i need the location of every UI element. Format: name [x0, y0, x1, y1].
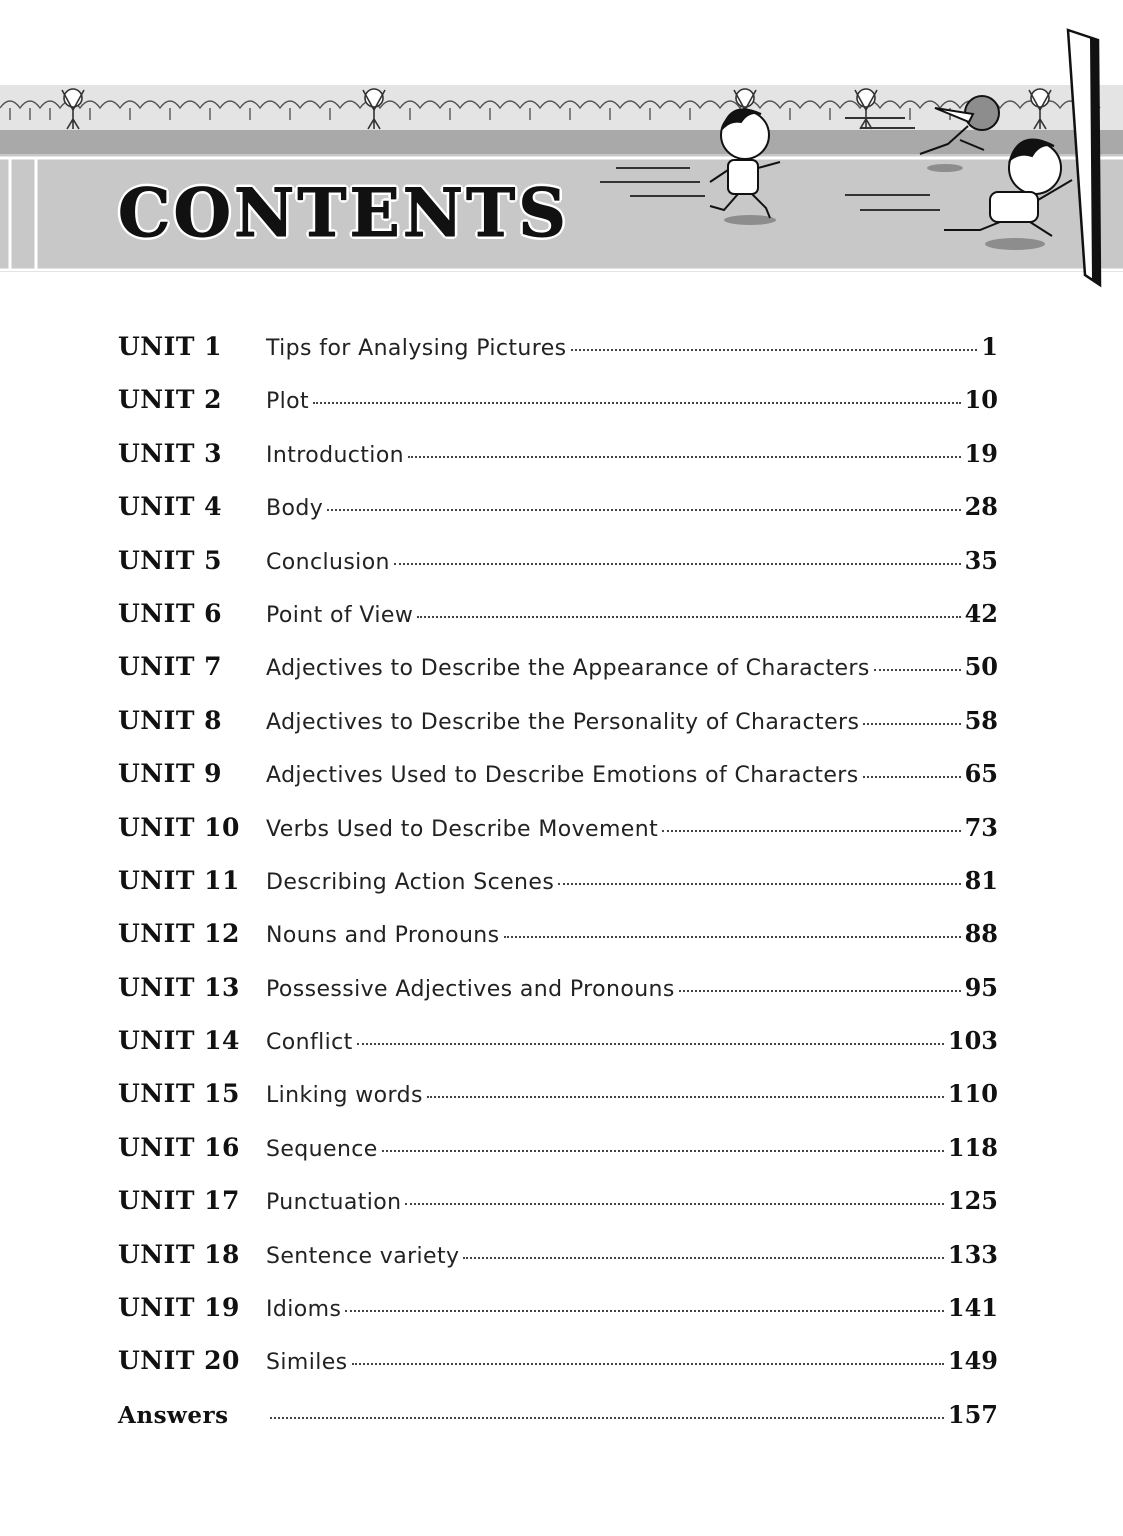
toc-topic: Verbs Used to Describe Movement [266, 816, 659, 842]
toc-topic: Plot [266, 389, 310, 415]
toc-entry [118, 587, 998, 640]
toc-page-number: 1 [981, 332, 998, 361]
toc-entry [118, 694, 998, 747]
track-edge [0, 130, 1123, 154]
toc-topic: Conflict [266, 1030, 353, 1056]
toc-page-number: 58 [964, 705, 998, 735]
toc-page-number: 157 [947, 1399, 998, 1429]
toc-topic: Point of View [266, 602, 414, 628]
toc-page-number: 88 [964, 919, 998, 949]
dot-leader [863, 776, 961, 778]
toc-entry [118, 480, 998, 533]
toc-page-number: 81 [964, 865, 998, 895]
toc-topic: Conclusion [266, 549, 390, 575]
toc-unit-label: UNIT 8 [118, 705, 223, 735]
toc-unit-label: UNIT 10 [118, 812, 240, 842]
dot-leader [382, 1150, 944, 1152]
toc-topic: Possessive Adjectives and Pronouns [266, 976, 675, 1002]
toc-unit-label: UNIT 11 [118, 865, 240, 895]
toc-entry [118, 373, 998, 426]
toc-entry [118, 534, 998, 587]
page-title: CONTENTS [118, 174, 569, 252]
toc-topic: Adjectives to Describe the Personality of Characters [266, 709, 860, 735]
toc-topic: Sentence variety [266, 1243, 460, 1269]
toc-page-number: 141 [947, 1293, 998, 1323]
toc-unit-label: UNIT 6 [118, 598, 223, 628]
toc-page-number: 110 [947, 1079, 998, 1109]
toc-topic: Adjectives Used to Describe Emotions of Characters [266, 763, 859, 789]
toc-page-number: 95 [964, 972, 998, 1002]
dot-leader [463, 1257, 943, 1259]
toc-entry [118, 801, 998, 854]
toc-unit-label: UNIT 17 [118, 1186, 240, 1216]
toc-unit-label: UNIT 13 [118, 972, 240, 1002]
toc-page-number: 103 [947, 1026, 998, 1056]
dot-leader [504, 936, 961, 938]
toc-entry [118, 1281, 998, 1334]
toc-unit-label: UNIT 20 [118, 1346, 240, 1376]
toc-page-number: 50 [964, 652, 998, 682]
toc-topic: Linking words [266, 1083, 423, 1109]
toc-page-number: 10 [964, 385, 998, 415]
toc-entry [118, 1388, 998, 1441]
toc-unit-label: UNIT 14 [118, 1026, 240, 1056]
dot-leader [558, 883, 960, 885]
toc-topic: Introduction [266, 442, 405, 468]
toc-unit-label: UNIT 19 [118, 1293, 240, 1323]
dot-leader [405, 1203, 943, 1205]
toc-entry [118, 1014, 998, 1067]
toc-page-number: 28 [964, 492, 998, 522]
toc-topic: Body [266, 496, 324, 522]
toc-entry [118, 640, 998, 693]
toc-page-number: 35 [964, 545, 998, 575]
dot-leader [394, 563, 961, 565]
toc-entry [118, 320, 998, 373]
toc-unit-label: UNIT 5 [118, 545, 223, 575]
dot-leader [270, 1417, 944, 1419]
toc-unit-label: UNIT 2 [118, 385, 223, 415]
dot-leader [874, 669, 961, 671]
toc-topic: Tips for Analysing Pictures [266, 336, 567, 361]
toc-page-number: 149 [947, 1346, 998, 1376]
dot-leader [427, 1096, 944, 1098]
toc-topic: Sequence [266, 1136, 378, 1162]
toc-unit-label: UNIT 12 [118, 919, 240, 949]
toc-page-number: 65 [964, 759, 998, 789]
toc-unit-label: UNIT 1 [118, 332, 223, 361]
dot-leader [352, 1363, 944, 1365]
toc-entry [118, 854, 998, 907]
toc-entry [118, 1121, 998, 1174]
toc-entry [118, 1067, 998, 1120]
dot-leader [679, 990, 961, 992]
toc-unit-label: UNIT 15 [118, 1079, 240, 1109]
toc-page-number: 73 [964, 812, 998, 842]
toc-topic: Describing Action Scenes [266, 869, 555, 895]
toc-unit-label: UNIT 9 [118, 759, 223, 789]
toc-entry [118, 961, 998, 1014]
toc-page-number: 133 [947, 1239, 998, 1269]
toc-unit-label: UNIT 3 [118, 438, 223, 468]
toc-page-number: 118 [947, 1132, 998, 1162]
dot-leader [313, 402, 961, 404]
toc-entry [118, 1174, 998, 1227]
toc-topic: Nouns and Pronouns [266, 923, 500, 949]
dot-leader [863, 723, 960, 725]
dot-leader [327, 509, 960, 511]
toc-unit-label: Answers [118, 1401, 229, 1429]
toc-entry [118, 1334, 998, 1387]
crowd-band [0, 85, 1123, 130]
toc-entry [118, 1228, 998, 1281]
header-illustration [0, 0, 1123, 290]
toc-unit-label: UNIT 18 [118, 1239, 240, 1269]
dot-leader [345, 1310, 944, 1312]
dot-leader [662, 830, 961, 832]
toc-topic: Adjectives to Describe the Appearance of Characters [266, 656, 870, 682]
dot-leader [357, 1043, 944, 1045]
table-of-contents [118, 320, 998, 1441]
toc-unit-label: UNIT 4 [118, 492, 223, 522]
dot-leader [417, 616, 960, 618]
toc-topic: Idioms [266, 1297, 342, 1323]
toc-page-number: 19 [964, 438, 998, 468]
dot-leader [571, 349, 978, 351]
toc-entry [118, 747, 998, 800]
toc-entry [118, 427, 998, 480]
toc-topic: Similes [266, 1350, 348, 1376]
toc-page-number: 125 [947, 1186, 998, 1216]
toc-page-number: 42 [964, 598, 998, 628]
toc-entry [118, 907, 998, 960]
toc-unit-label: UNIT 16 [118, 1132, 240, 1162]
dot-leader [408, 456, 961, 458]
toc-topic: Punctuation [266, 1190, 402, 1216]
toc-unit-label: UNIT 7 [118, 652, 223, 682]
